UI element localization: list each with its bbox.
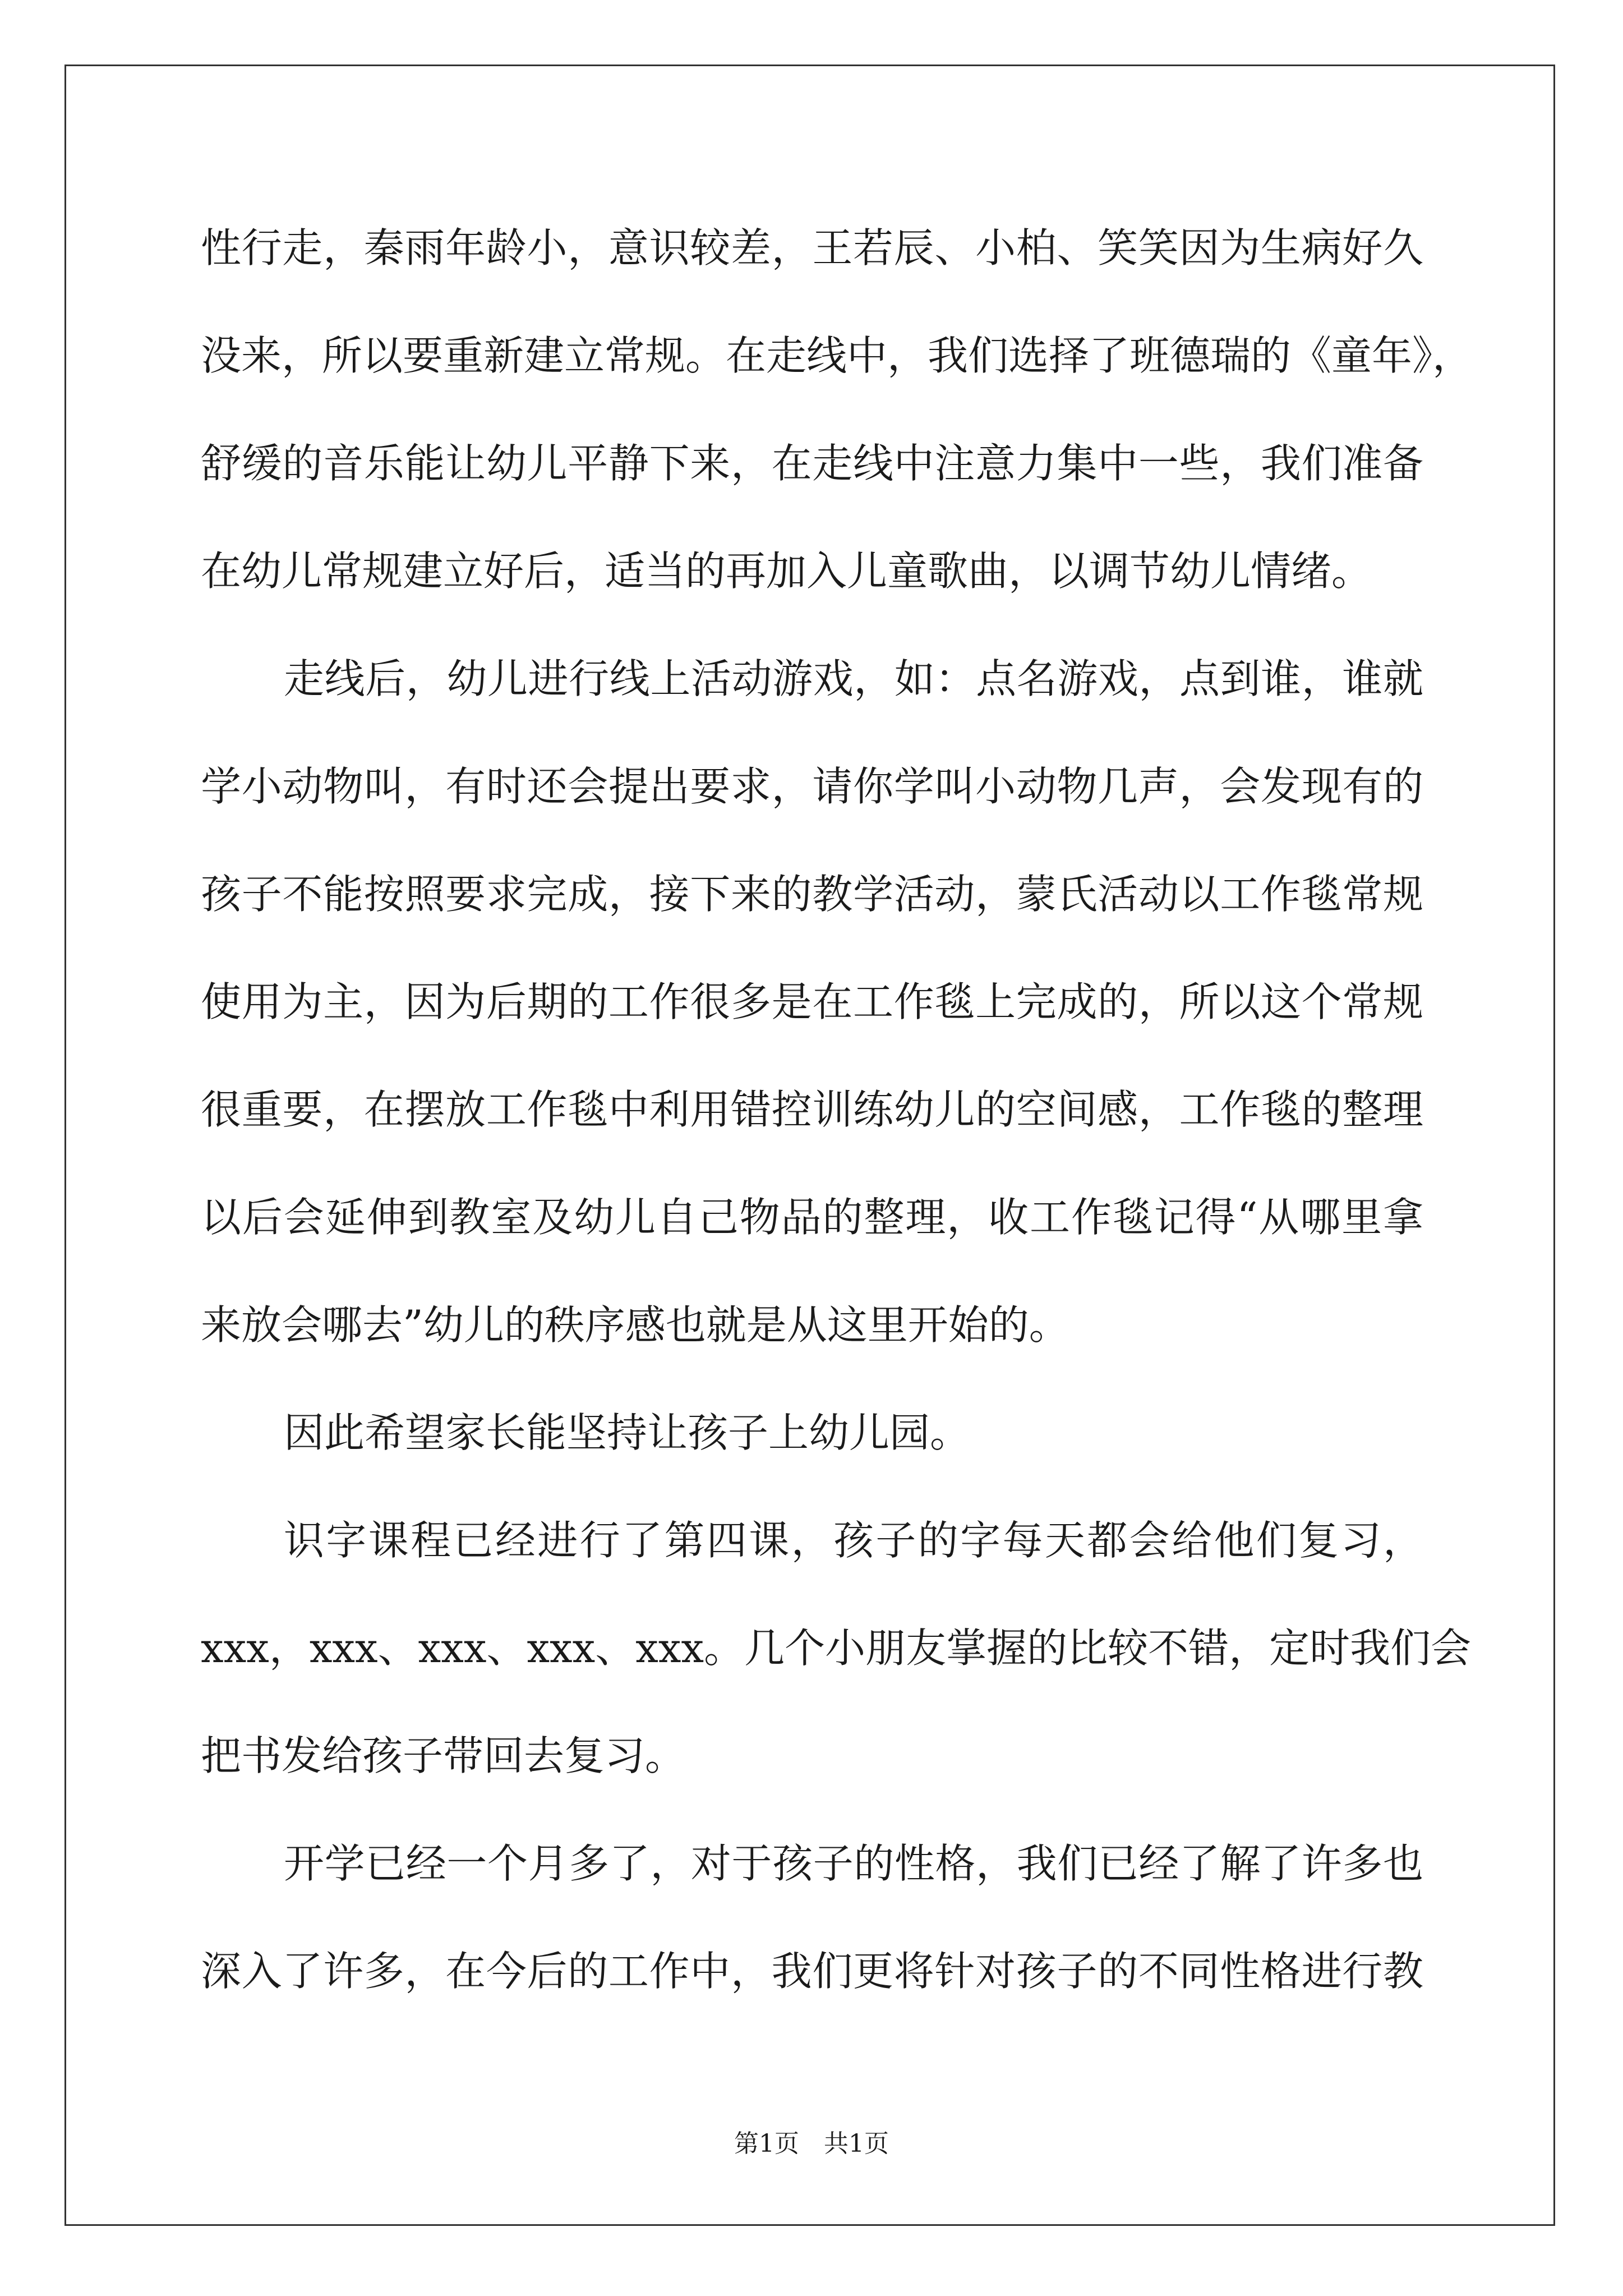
text-line-17: 深入了许多，在今后的工作中，我们更将针对孩子的不同性格进行教 [201, 1948, 1423, 1995]
text-line-16: 开学已经一个月多了，对于孩子的性格，我们已经了解了许多也 [284, 1840, 1423, 1887]
text-line-14: xxx，xxx、xxx、xxx、xxx。几个小朋友掌握的比较不错，定时我们会 [201, 1625, 1472, 1672]
page-number-footer: 第1页 共1页 [734, 2129, 889, 2158]
document-body [201, 209, 1473, 2040]
text-line-6: 学小动物叫，有时还会提出要求，请你学叫小动物几声，会发现有的 [201, 763, 1423, 810]
text-line-12: 因此希望家长能坚持让孩子上幼儿园。 [284, 1409, 971, 1456]
text-line-10: 以后会延伸到教室及幼儿自己物品的整理，收工作毯记得“从哪里拿 [201, 1194, 1423, 1241]
text-line-1: 性行走，秦雨年龄小，意识较差，王若辰、小柏、笑笑因为生病好久 [201, 224, 1423, 272]
text-line-3: 舒缓的音乐能让幼儿平静下来，在走线中注意力集中一些，我们准备 [201, 440, 1423, 487]
text-line-5: 走线后，幼儿进行线上活动游戏，如：点名游戏，点到谁，谁就 [284, 655, 1423, 702]
text-line-7: 孩子不能按照要求完成，接下来的教学活动，蒙氏活动以工作毯常规 [201, 871, 1423, 918]
text-line-8: 使用为主，因为后期的工作很多是在工作毯上完成的，所以这个常规 [201, 978, 1423, 1025]
text-line-9: 很重要，在摆放工作毯中利用错控训练幼儿的空间感，工作毯的整理 [201, 1086, 1423, 1133]
text-line-11: 来放会哪去”幼儿的秩序感也就是从这里开始的。 [201, 1301, 1069, 1349]
text-line-15: 把书发给孩子带回去复习。 [201, 1732, 686, 1779]
text-line-4: 在幼儿常规建立好后，适当的再加入儿童歌曲，以调节幼儿情绪。 [201, 547, 1372, 595]
text-line-13: 识字课程已经进行了第四课，孩子的字每天都会给他们复习， [284, 1517, 1423, 1564]
text-line-2: 没来，所以要重新建立常规。在走线中，我们选择了班德瑞的《童年》， [201, 332, 1473, 379]
